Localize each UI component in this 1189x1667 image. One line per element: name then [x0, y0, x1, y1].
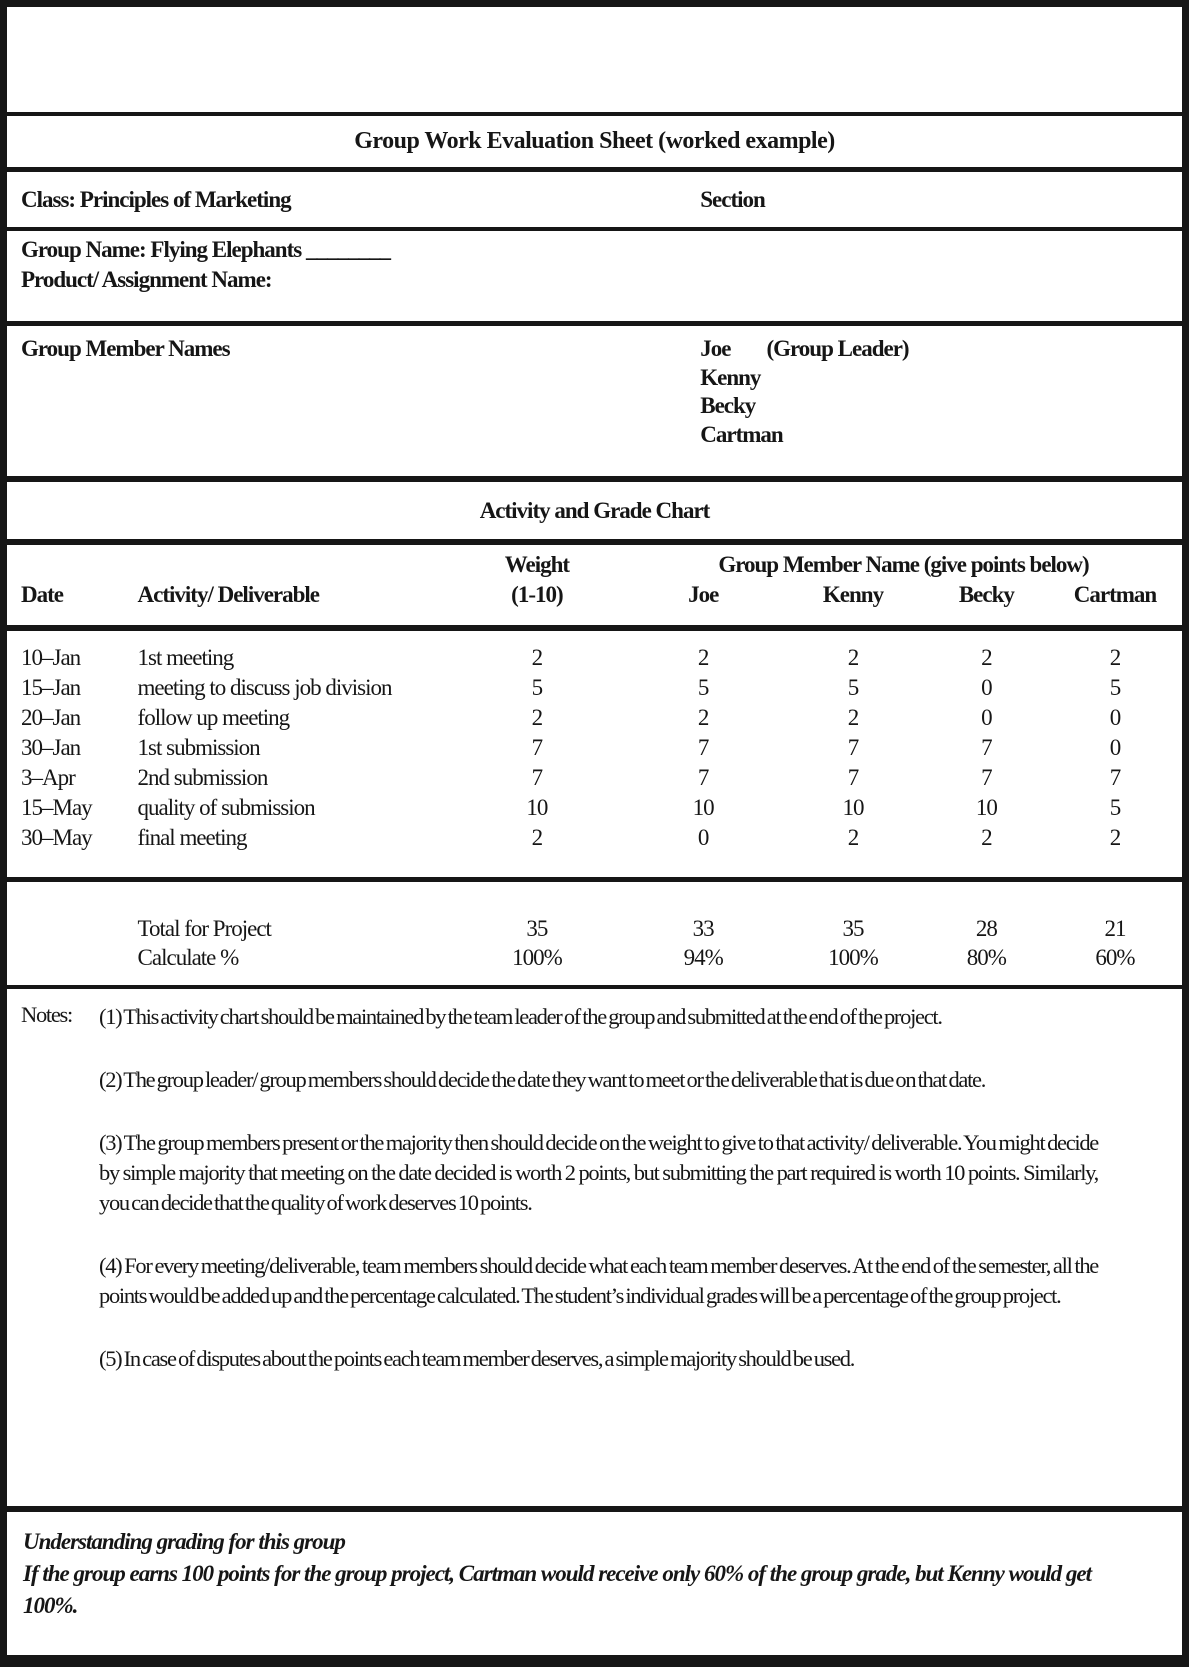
product-name-field: Product/ Assignment Name:: [21, 267, 272, 292]
member-name: Becky: [700, 393, 756, 418]
member-header-cell: Becky: [958, 582, 1014, 607]
points-cell: 0: [697, 825, 709, 850]
points-cell: 7: [981, 765, 992, 790]
points-cell: 0: [981, 705, 992, 730]
note-item: (4) For every meeting/deliverable, team members should decide what each team member deserves. At the end of the semester, all the points would be added up and the percentage calculated. The student’s individual grades will be a percentage of the group project.: [99, 1253, 1098, 1308]
empty-cell: [7, 943, 132, 972]
member-leader-line: [700, 335, 908, 364]
weight-cell: 2: [531, 705, 543, 730]
note-item: (2) The group leader/ group members should decide the date they want to meet or the deliverable that is due on that date.: [99, 1067, 986, 1092]
date-cell: 15–Jan: [21, 675, 81, 700]
points-cell: 7: [981, 735, 992, 760]
points-cell: 2: [1109, 825, 1121, 850]
member-name: Kenny: [700, 364, 761, 390]
chart-title: Activity and Grade Chart: [479, 497, 710, 523]
totals-table: [7, 914, 1182, 972]
points-cell: 2: [847, 825, 859, 850]
points-cell: 7: [697, 765, 709, 790]
grading-explanation-section: [7, 1512, 1182, 1655]
table-row: [7, 823, 1182, 853]
note-item: (3) The group members present or the majority then should decide on the weight to give to that activity/ deliverable. You might decide by simple majority that meeting on the date decided is worth 2 points, but submitting the part required is worth 10 points. Similarly, you can decide that the quality of work deserves 10 points.: [99, 1130, 1098, 1215]
date-cell: 30–Jan: [21, 735, 81, 760]
group-name-row: [7, 231, 1182, 321]
total-points-cell: 28: [975, 916, 997, 941]
percent-points-cell: 60%: [1095, 945, 1135, 970]
points-cell: 7: [847, 765, 859, 790]
percent-row: [7, 943, 1182, 972]
member-header-cell: Joe: [688, 582, 719, 607]
blank-header-band: [7, 7, 1182, 112]
percent-weight-cell: 100%: [512, 945, 562, 970]
points-cell: 0: [981, 675, 992, 700]
total-points-cell: 21: [1104, 916, 1126, 941]
group-member-span-header: Group Member Name (give points below): [718, 552, 1089, 577]
date-cell: 20–Jan: [21, 705, 81, 730]
activity-table: [7, 643, 1182, 853]
table-header-row-1: [7, 550, 1182, 580]
activity-cell: 2nd submission: [137, 765, 268, 790]
note-item: (1) This activity chart should be maintained by the team leader of the group and submitted at the end of the project.: [99, 1004, 942, 1029]
member-name: Cartman: [700, 421, 783, 447]
table-row: [7, 733, 1182, 763]
points-cell: 0: [1109, 705, 1121, 730]
total-points-cell: 33: [692, 916, 714, 941]
total-weight-cell: 35: [526, 916, 548, 941]
points-cell: 7: [847, 735, 859, 760]
points-cell: 2: [697, 705, 709, 730]
points-cell: 7: [1109, 765, 1121, 790]
total-row: [7, 914, 1182, 943]
points-cell: 5: [847, 675, 859, 700]
table-row: [7, 673, 1182, 703]
grading-explanation-body: If the group earns 100 points for the group project, Cartman would receive only 60% of the group grade, but Kenny would get 100%.: [23, 1561, 1091, 1618]
class-field: Class: Principles of Marketing: [21, 186, 291, 212]
table-row: [7, 763, 1182, 793]
members-label: Group Member Names: [21, 336, 230, 361]
sheet-title: Group Work Evaluation Sheet (worked example): [354, 128, 835, 154]
date-cell: 30–May: [21, 825, 92, 850]
activity-cell: final meeting: [137, 825, 247, 850]
table-row: [7, 703, 1182, 733]
empty-cell: [7, 914, 132, 943]
table-row: [7, 793, 1182, 823]
totals-section: [7, 882, 1182, 985]
points-cell: 2: [847, 705, 859, 730]
points-cell: 2: [1109, 645, 1121, 670]
grading-explanation-heading: Understanding grading for this group: [23, 1529, 345, 1554]
total-points-cell: 35: [842, 916, 864, 941]
group-members-row: [7, 326, 1182, 476]
weight-cell: 7: [531, 735, 543, 760]
activity-cell: 1st submission: [137, 735, 260, 760]
header-table: [7, 550, 1182, 610]
date-header-cell: Date: [21, 582, 63, 607]
weight-header-cell: Weight: [504, 552, 570, 577]
table-body: [7, 631, 1182, 877]
points-cell: 10: [692, 795, 714, 820]
percent-points-cell: 100%: [828, 945, 878, 970]
class-section-row: [7, 172, 1182, 227]
points-cell: 7: [697, 735, 709, 760]
table-header-row-2: [7, 580, 1182, 610]
activity-cell: 1st meeting: [137, 645, 234, 670]
weight-cell: 7: [531, 765, 543, 790]
points-cell: 0: [1109, 735, 1121, 760]
notes-label: Notes:: [21, 1002, 72, 1027]
sheet-title-row: [7, 116, 1182, 167]
member-name: Joe: [700, 336, 731, 361]
percent-points-cell: 94%: [683, 945, 723, 970]
date-cell: 10–Jan: [21, 645, 81, 670]
chart-title-row: [7, 482, 1182, 539]
weight-cell: 5: [531, 675, 543, 700]
activity-cell: meeting to discuss job division: [137, 675, 392, 700]
empty-cell: [7, 550, 132, 580]
table-header: [7, 545, 1182, 625]
member-header-cell: Kenny: [822, 582, 884, 607]
points-cell: 10: [975, 795, 997, 820]
percent-label: Calculate %: [137, 945, 239, 970]
table-row: [7, 643, 1182, 673]
notes-list: [99, 1002, 1098, 1506]
points-cell: 2: [981, 645, 992, 670]
activity-cell: quality of submission: [137, 795, 315, 820]
percent-points-cell: 80%: [966, 945, 1006, 970]
points-cell: 10: [842, 795, 864, 820]
section-field: Section: [700, 186, 765, 212]
member-header-cell: Cartman: [1073, 582, 1157, 607]
weight-cell: 2: [531, 645, 543, 670]
points-cell: 5: [697, 675, 709, 700]
note-item: (5) In case of disputes about the points each team member deserves, a simple majority should be used.: [99, 1346, 855, 1371]
date-cell: 15–May: [21, 795, 92, 820]
leader-suffix: (Group Leader): [766, 336, 909, 361]
empty-cell: [132, 550, 449, 580]
points-cell: 2: [981, 825, 992, 850]
group-name-field: Group Name: Flying Elephants ________: [21, 237, 390, 262]
members-list: [700, 335, 908, 449]
points-cell: 5: [1109, 795, 1121, 820]
date-cell: 3–Apr: [21, 765, 75, 790]
weight-cell: 2: [531, 825, 543, 850]
points-cell: 2: [697, 645, 709, 670]
weight-cell: 10: [526, 795, 548, 820]
total-label: Total for Project: [137, 916, 271, 941]
points-cell: 2: [847, 645, 859, 670]
points-cell: 5: [1109, 675, 1121, 700]
activity-cell: follow up meeting: [137, 705, 290, 730]
notes-section: [7, 989, 1182, 1506]
weight-range-header-cell: (1-10): [511, 582, 563, 607]
activity-header-cell: Activity/ Deliverable: [137, 582, 320, 607]
